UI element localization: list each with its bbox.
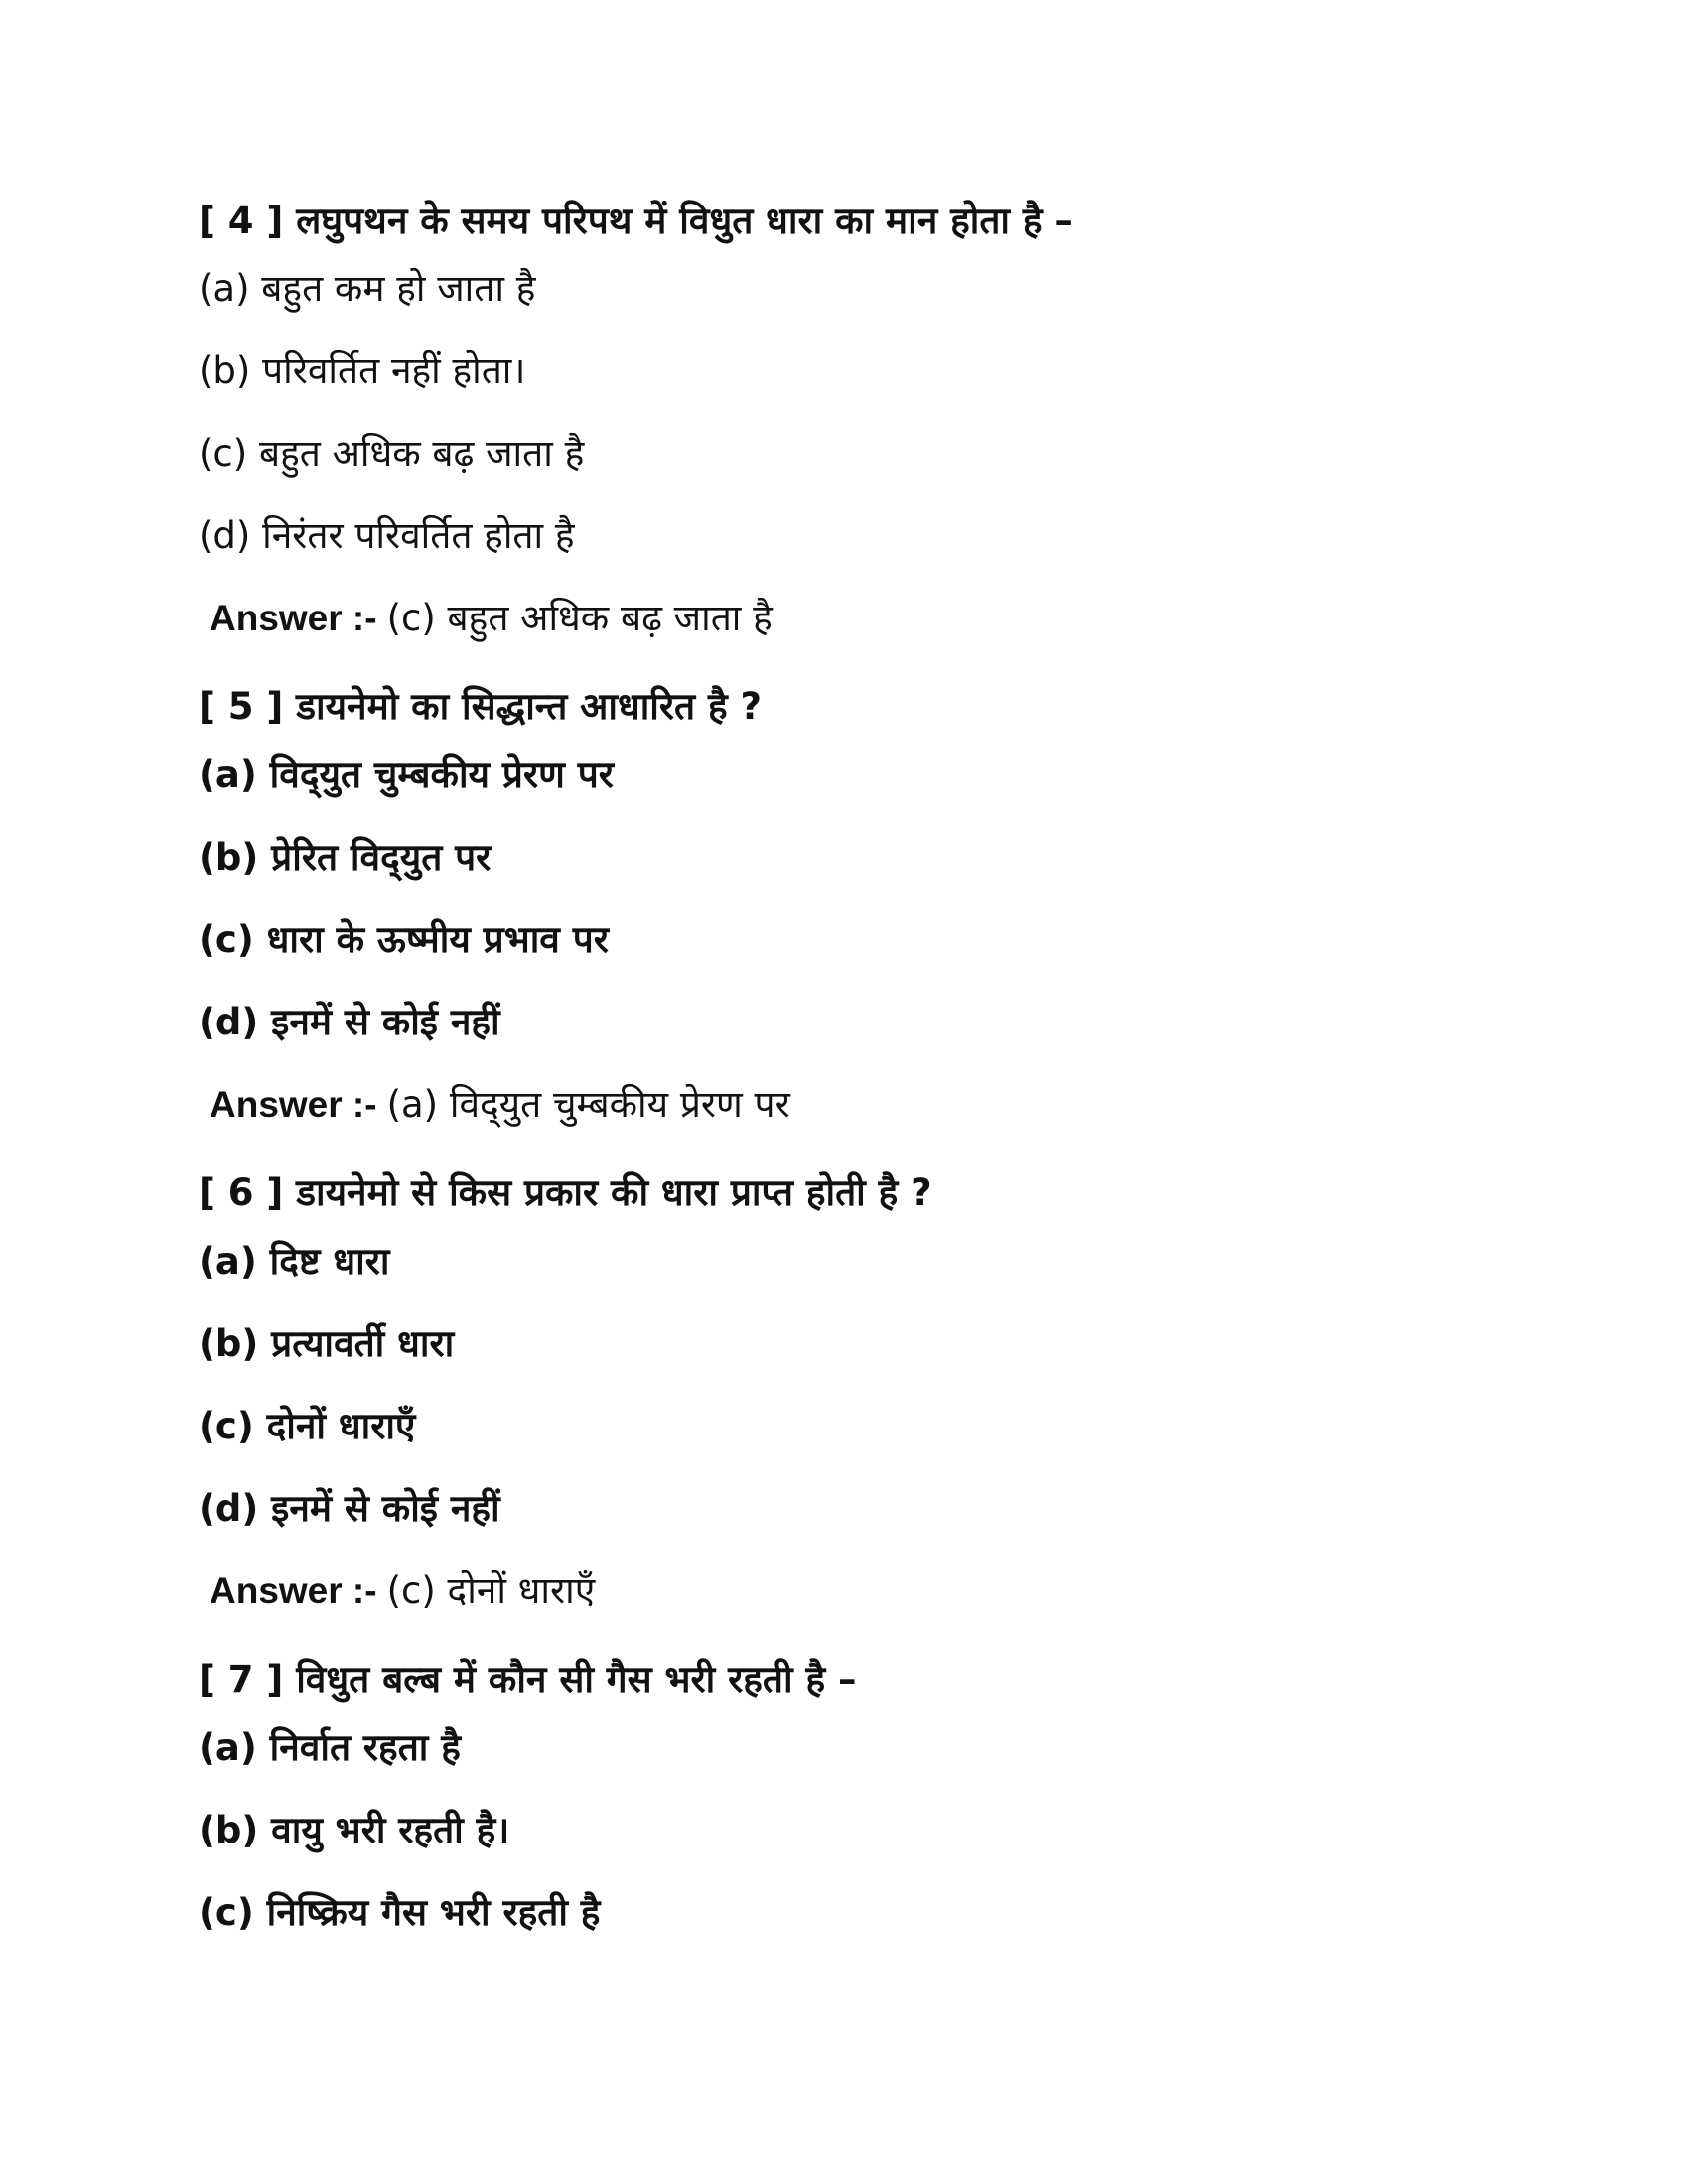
question-5-option-d: (d) इनमें से कोई नहीं — [199, 1001, 500, 1043]
question-7-option-c: (c) निष्क्रिय गैस भरी रहती है — [199, 1891, 601, 1934]
question-4-title: [ 4 ] लघुपथन के समय परिपथ में विधुत धारा का मान होता है – — [199, 200, 1073, 242]
question-4-answer — [210, 594, 773, 643]
question-4-option-b: (b) परिवर्तित नहीं होता। — [199, 349, 526, 392]
answer-text: (c) बहुत अधिक बढ़ जाता है — [386, 597, 773, 639]
question-5-option-a: (a) विद्‌युत चुम्बकीय प्रेरण पर — [199, 753, 614, 796]
question-5-option-c: (c) धारा के ऊष्मीय प्रभाव पर — [199, 918, 609, 961]
question-6-title: [ 6 ] डायनेमो से किस प्रकार की धारा प्राप्त होती है ? — [199, 1171, 932, 1214]
question-4-option-a: (a) बहुत कम हो जाता है — [199, 267, 536, 310]
question-5-answer — [210, 1080, 790, 1130]
question-7-title: [ 7 ] विधुत बल्ब में कौन सी गैस भरी रहती है – — [199, 1658, 857, 1701]
question-4-option-d: (d) निरंतर परिवर्तित होता है — [199, 514, 575, 557]
question-7-option-a: (a) निर्वात रहता है — [199, 1726, 461, 1769]
question-6-answer — [210, 1567, 595, 1616]
answer-label: Answer :- — [210, 1570, 377, 1611]
question-5-title: [ 5 ] डायनेमो का सिद्धान्त आधारित है ? — [199, 685, 762, 728]
question-6-option-d: (d) इनमें से कोई नहीं — [199, 1487, 500, 1530]
question-6-option-b: (b) प्रत्यावर्ती धारा — [199, 1322, 455, 1365]
answer-text: (a) विद्‌युत चुम्बकीय प्रेरण पर — [386, 1083, 790, 1126]
question-6-option-c: (c) दोनों धाराएँ — [199, 1405, 416, 1447]
answer-label: Answer :- — [210, 598, 377, 638]
question-6-option-a: (a) दिष्ट धारा — [199, 1240, 390, 1283]
question-4-option-c: (c) बहुत अधिक बढ़ जाता है — [199, 432, 585, 475]
answer-label: Answer :- — [210, 1084, 377, 1125]
question-5-option-b: (b) प्रेरित विद्‌युत पर — [199, 836, 492, 879]
answer-text: (c) दोनों धाराएँ — [386, 1570, 596, 1612]
question-7-option-b: (b) वायु भरी रहती है। — [199, 1809, 510, 1851]
